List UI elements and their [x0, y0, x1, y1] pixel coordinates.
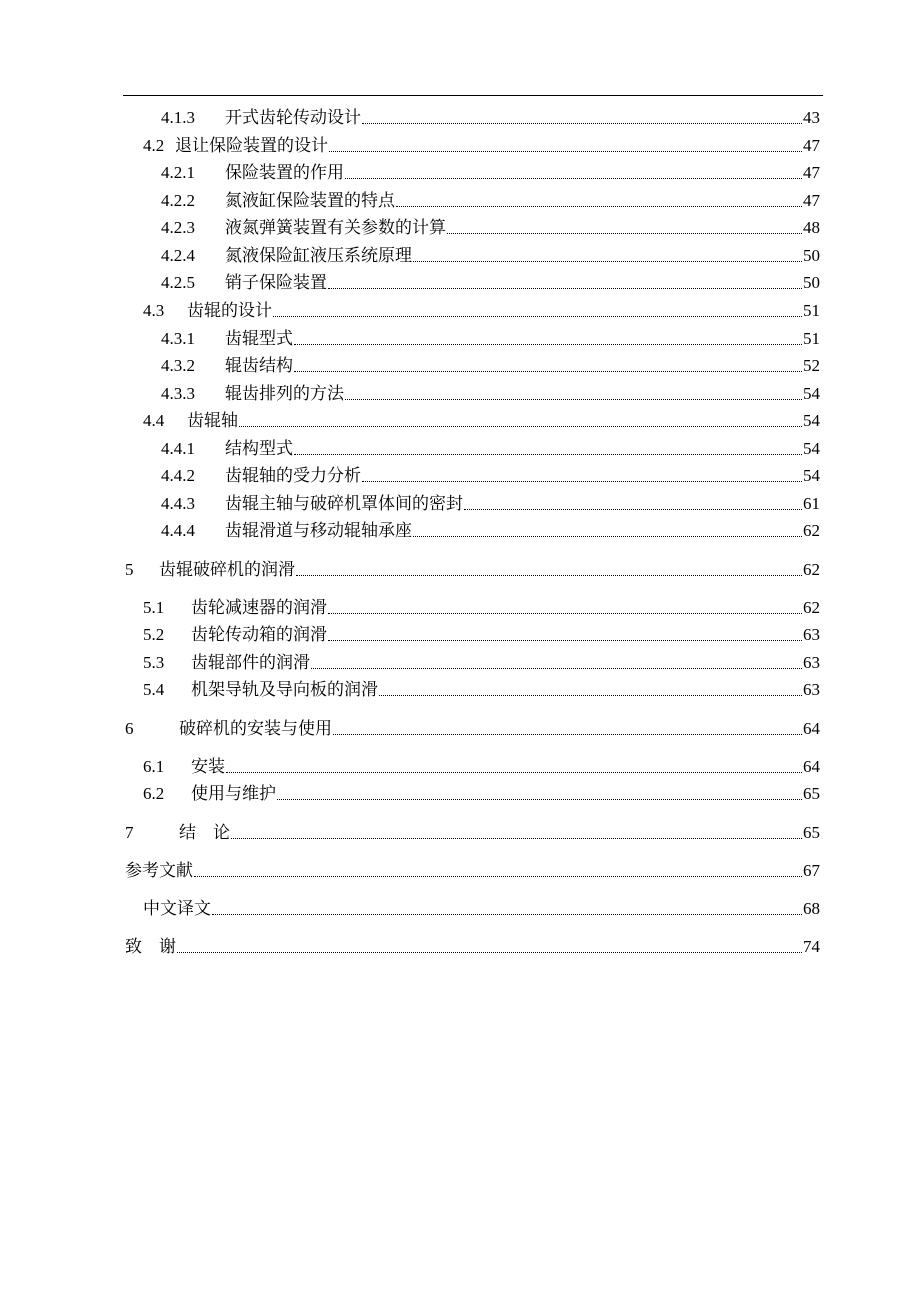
- toc-section-title: 保险装置的作用: [225, 163, 344, 183]
- toc-dot-leader: [194, 876, 802, 877]
- toc-dot-leader: [311, 668, 802, 669]
- toc-entry-label: [123, 301, 272, 321]
- toc-section-title: 中文译文: [143, 899, 211, 919]
- toc-section-title: 结构型式: [225, 439, 293, 459]
- toc-entry-label: [123, 329, 293, 349]
- toc-section-title: 开式齿轮传动设计: [225, 108, 361, 128]
- toc-section-title: 机架导轨及导向板的润滑: [191, 680, 378, 700]
- toc-section-title: 齿辊型式: [225, 329, 293, 349]
- toc-entry[interactable]: [123, 713, 820, 739]
- toc-dot-leader: [273, 316, 802, 317]
- toc-page-number: 67: [803, 861, 820, 880]
- toc-page-number: 62: [803, 560, 820, 579]
- toc-entry[interactable]: [123, 554, 820, 580]
- toc-section-title: 齿辊轴的受力分析: [225, 466, 361, 486]
- toc-section-title: 参考文献: [125, 861, 193, 881]
- toc-dot-leader: [328, 613, 802, 614]
- toc-entry[interactable]: [123, 778, 820, 804]
- toc-page-number: 50: [803, 246, 820, 265]
- toc-section-number: 4.3.1: [161, 329, 195, 348]
- toc-page-number: 54: [803, 411, 820, 430]
- toc-page-number: 65: [803, 823, 820, 842]
- toc-entry-label: [123, 757, 225, 777]
- toc-section-title: 辊齿结构: [225, 356, 293, 376]
- toc-section-title: 齿辊主轴与破碎机罩体间的密封: [225, 494, 463, 514]
- toc-page-number: 63: [803, 653, 820, 672]
- toc-dot-leader: [294, 371, 802, 372]
- toc-entry[interactable]: [123, 323, 820, 349]
- toc-dot-leader: [396, 206, 802, 207]
- toc-section-title: 辊齿排列的方法: [225, 384, 344, 404]
- toc-dot-leader: [328, 288, 802, 289]
- toc-entry[interactable]: [123, 350, 820, 376]
- toc-section-number: 4.4.4: [161, 521, 195, 540]
- toc-entry-label: [123, 625, 327, 645]
- toc-page-number: 62: [803, 598, 820, 617]
- toc-entry[interactable]: [123, 619, 820, 645]
- toc-entry[interactable]: [123, 240, 820, 266]
- toc-entry-label: [123, 598, 327, 618]
- toc-entry-label: [123, 439, 293, 459]
- toc-section-number: 4.4.2: [161, 466, 195, 485]
- toc-entry[interactable]: [123, 295, 820, 321]
- toc-section-title: 销子保险装置: [225, 273, 327, 293]
- toc-section-number: 4.2.5: [161, 273, 195, 292]
- toc-page-number: 51: [803, 301, 820, 320]
- toc-page-number: 47: [803, 163, 820, 182]
- toc-entry[interactable]: [123, 433, 820, 459]
- toc-dot-leader: [362, 123, 802, 124]
- toc-section-number: 4.2: [143, 136, 165, 155]
- toc-section-title: 齿辊破碎机的润滑: [159, 560, 295, 580]
- toc-section-number: 4.3.2: [161, 356, 195, 375]
- toc-entry-label: [123, 719, 332, 739]
- toc-section-title: 氮液保险缸液压系统原理: [225, 246, 412, 266]
- toc-section-title: 使用与维护: [191, 784, 276, 804]
- toc-entry-label: [123, 466, 361, 486]
- toc-section-number: 6.1: [143, 757, 165, 776]
- toc-dot-leader: [226, 772, 802, 773]
- toc-entry[interactable]: [123, 460, 820, 486]
- toc-page-number: 48: [803, 218, 820, 237]
- toc-dot-leader: [177, 952, 802, 953]
- toc-entry[interactable]: [123, 931, 820, 957]
- toc-entry[interactable]: [123, 102, 820, 128]
- toc-section-number: 5.3: [143, 653, 165, 672]
- toc-page-number: 43: [803, 108, 820, 127]
- toc-page-number: 47: [803, 191, 820, 210]
- toc-entry-label: [123, 384, 344, 404]
- toc-entry-label: [123, 823, 230, 843]
- toc-entry[interactable]: [123, 855, 820, 881]
- toc-entry-label: [123, 246, 412, 266]
- toc-entry-label: [123, 560, 295, 580]
- toc-section-title: 破碎机的安装与使用: [179, 719, 332, 739]
- toc-section-number: 4.4.1: [161, 439, 195, 458]
- toc-entry-label: [123, 521, 412, 541]
- toc-entry[interactable]: [123, 378, 820, 404]
- toc-page-number: 64: [803, 719, 820, 738]
- toc-entry-label: [123, 218, 446, 238]
- toc-entry-label: [123, 191, 395, 211]
- toc-entry[interactable]: [123, 515, 820, 541]
- toc-dot-leader: [413, 536, 802, 537]
- toc-section-number: 5.1: [143, 598, 165, 617]
- toc-page-number: 54: [803, 466, 820, 485]
- toc-dot-leader: [329, 151, 802, 152]
- toc-section-title: 液氮弹簧装置有关参数的计算: [225, 218, 446, 238]
- toc-entry-label: [123, 356, 293, 376]
- toc-section-title: 氮液缸保险装置的特点: [225, 191, 395, 211]
- toc-dot-leader: [328, 640, 802, 641]
- toc-section-number: 6: [125, 719, 134, 738]
- toc-page-number: 63: [803, 680, 820, 699]
- toc-section-title: 齿轮减速器的润滑: [191, 598, 327, 618]
- toc-page-number: 68: [803, 899, 820, 918]
- toc-dot-leader: [294, 344, 802, 345]
- toc-dot-leader: [413, 261, 802, 262]
- toc-section-number: 4.4.3: [161, 494, 195, 513]
- toc-section-title: 退让保险装置的设计: [175, 136, 328, 156]
- toc-entry-label: [123, 937, 176, 957]
- toc-page-number: 65: [803, 784, 820, 803]
- toc-page-number: 54: [803, 384, 820, 403]
- toc-page-number: 51: [803, 329, 820, 348]
- toc-entry-label: [123, 163, 344, 183]
- toc-section-number: 6.2: [143, 784, 165, 803]
- toc-section-number: 4.2.2: [161, 191, 195, 210]
- toc-page-number: 47: [803, 136, 820, 155]
- toc-entry[interactable]: [123, 157, 820, 183]
- toc-entry[interactable]: [123, 212, 820, 238]
- toc-entry-label: [123, 784, 276, 804]
- toc-entry[interactable]: [123, 405, 820, 431]
- toc-section-title: 齿辊轴: [187, 411, 238, 431]
- toc-section-number: 4.1.3: [161, 108, 195, 127]
- toc-section-number: 4.3: [143, 301, 165, 320]
- toc-page-number: 74: [803, 937, 820, 956]
- toc-entry[interactable]: [123, 817, 820, 843]
- toc-section-number: 4.4: [143, 411, 165, 430]
- toc-section-number: 7: [125, 823, 134, 842]
- toc-page-number: 64: [803, 757, 820, 776]
- toc-entry-label: [123, 861, 193, 881]
- toc-entry-label: [123, 680, 378, 700]
- toc-section-title: 齿辊的设计: [187, 301, 272, 321]
- toc-section-title: 结 论: [179, 823, 230, 843]
- toc-section-title: 齿轮传动箱的润滑: [191, 625, 327, 645]
- toc-section-title: 齿辊部件的润滑: [191, 653, 310, 673]
- toc-page-number: 52: [803, 356, 820, 375]
- toc-section-number: 4.2.1: [161, 163, 195, 182]
- toc-entry-label: [123, 136, 328, 156]
- toc-dot-leader: [447, 233, 802, 234]
- toc-dot-leader: [345, 399, 802, 400]
- toc-dot-leader: [362, 481, 802, 482]
- toc-entry[interactable]: [123, 893, 820, 919]
- toc-dot-leader: [296, 575, 802, 576]
- toc-dot-leader: [294, 454, 802, 455]
- toc-entry[interactable]: [123, 751, 820, 777]
- toc-entry-label: [123, 494, 463, 514]
- toc-entry-label: [123, 108, 361, 128]
- toc-section-number: 5.4: [143, 680, 165, 699]
- toc-page-number: 61: [803, 494, 820, 513]
- toc-dot-leader: [379, 695, 802, 696]
- toc-entry[interactable]: [123, 674, 820, 700]
- toc-dot-leader: [464, 509, 802, 510]
- toc-entry-label: [123, 411, 238, 431]
- toc-page-number: 62: [803, 521, 820, 540]
- toc-entry[interactable]: [123, 267, 820, 293]
- toc-section-number: 5.2: [143, 625, 165, 644]
- toc-section-title: 致 谢: [125, 937, 176, 957]
- header-rule: [123, 95, 823, 96]
- toc-dot-leader: [333, 734, 802, 735]
- toc-dot-leader: [239, 426, 802, 427]
- toc-entry[interactable]: [123, 185, 820, 211]
- toc-entry[interactable]: [123, 130, 820, 156]
- toc-section-title: 齿辊滑道与移动辊轴承座: [225, 521, 412, 541]
- toc-section-number: 5: [125, 560, 134, 579]
- toc-dot-leader: [277, 799, 802, 800]
- toc-entry[interactable]: [123, 488, 820, 514]
- toc-entry-label: [123, 653, 310, 673]
- toc-entry-label: [123, 899, 211, 919]
- toc-dot-leader: [231, 838, 802, 839]
- toc-page-number: 50: [803, 273, 820, 292]
- toc-entry[interactable]: [123, 647, 820, 673]
- toc-entry-label: [123, 273, 327, 293]
- toc-entry[interactable]: [123, 592, 820, 618]
- toc-page-number: 63: [803, 625, 820, 644]
- toc-dot-leader: [345, 178, 802, 179]
- toc-section-number: 4.3.3: [161, 384, 195, 403]
- toc-section-title: 安装: [191, 757, 225, 777]
- toc-section-number: 4.2.4: [161, 246, 195, 265]
- toc-dot-leader: [212, 914, 802, 915]
- toc-page-number: 54: [803, 439, 820, 458]
- toc-section-number: 4.2.3: [161, 218, 195, 237]
